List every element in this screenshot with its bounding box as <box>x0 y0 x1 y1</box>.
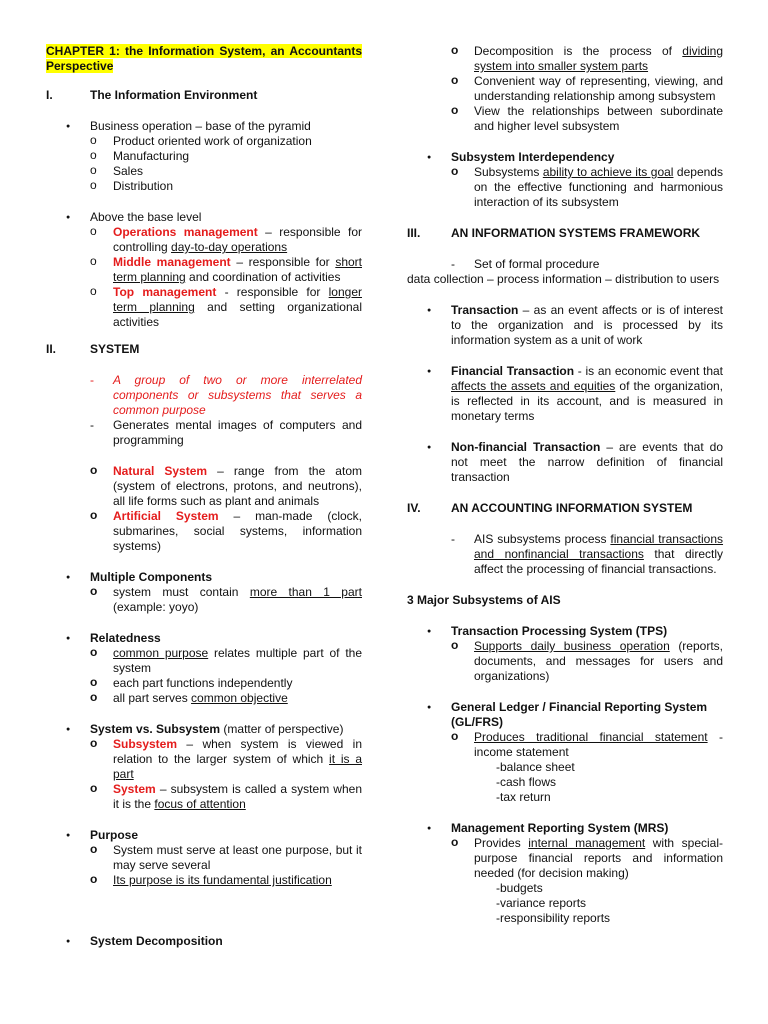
section-number: II. <box>46 342 57 356</box>
section-heading-4 <box>407 501 723 516</box>
artificial-system-item <box>46 509 362 554</box>
dash-marker: - <box>451 532 455 546</box>
decomposition-item-1 <box>407 44 723 74</box>
right-column <box>407 44 723 926</box>
list-item: o Distribution <box>46 179 362 194</box>
list-item: -responsibility reports <box>496 911 611 925</box>
section-number: IV. <box>407 501 421 515</box>
underlined-text: affects the assets and equities <box>451 379 616 393</box>
gl-frs-heading: ● General Ledger / Financial Reporting System (GL/FRS) <box>407 700 723 730</box>
ais-description <box>407 532 723 577</box>
item-text: – range from the atom (system of electrons, protons, and neutrons), all life forms such as plant and animals <box>113 464 362 508</box>
dash-marker: - <box>90 418 94 432</box>
item-text: – when system is viewed in relation to the larger system of which <box>113 737 362 766</box>
underlined-text: common objective <box>191 691 288 705</box>
item-text: – subsystem is called a system when it is the <box>113 782 362 811</box>
section-title: AN ACCOUNTING INFORMATION SYSTEM <box>451 501 693 515</box>
underlined-text: short term planning <box>113 255 362 284</box>
underlined-text: dividing system into smaller system parts <box>474 44 723 73</box>
relatedness-item-3 <box>46 691 362 706</box>
multiple-components-heading: ● Multiple Components <box>46 570 362 585</box>
underlined-text: ability to achieve its goal <box>542 165 674 179</box>
operations-management-label: Operations management <box>113 225 258 239</box>
underlined-text: internal management <box>528 836 646 850</box>
financial-transaction-label: Financial Transaction <box>451 364 575 378</box>
system-definition <box>46 373 362 418</box>
system-label: System <box>113 782 156 796</box>
item-text: - responsible for <box>216 285 329 299</box>
underlined-text: focus of attention <box>154 797 246 811</box>
item-text: – responsible for controlling <box>113 225 362 254</box>
section-title: AN INFORMATION SYSTEMS FRAMEWORK <box>451 226 701 240</box>
chapter-title-wrap <box>46 44 362 74</box>
relatedness-heading: ● Relatedness <box>46 631 362 646</box>
underlined-text: common purpose <box>113 646 209 660</box>
underlined-text: Its purpose is its fundamental justification <box>113 873 332 887</box>
framework-flow-text: data collection – process information – distribution to users <box>407 272 720 286</box>
multiple-components-item <box>46 585 362 615</box>
list-item: -balance sheet <box>496 760 575 774</box>
left-column <box>46 44 362 949</box>
item-text: Generates mental images of computers and programming <box>113 418 362 447</box>
section-heading-2 <box>46 342 362 357</box>
item-text: – as an event affects or is of interest to the organization and is processed by its information system as a unit of work <box>451 303 723 347</box>
middle-management-item <box>46 255 362 285</box>
list-item: -tax return <box>496 790 551 804</box>
purpose-heading: ● Purpose <box>46 828 362 843</box>
item-text: system must contain <box>113 585 250 599</box>
bullet-business-operation: ● Business operation – base of the pyramid <box>46 119 362 134</box>
major-subsystems-heading: 3 Major Subsystems of AIS <box>407 593 561 607</box>
natural-system-item <box>46 464 362 509</box>
underlined-text: Supports daily business operation <box>474 639 670 653</box>
item-text: relates multiple part of the system <box>113 646 363 675</box>
item-text: – responsible for <box>230 255 336 269</box>
system-definition-text: A group of two or more interrelated components or subsystems that serves a common purpose <box>113 373 362 417</box>
operations-management-item <box>46 225 362 255</box>
transaction-label: Transaction <box>451 303 519 317</box>
heading-text: System vs. Subsystem <box>90 722 221 736</box>
dash-marker: - <box>90 373 94 387</box>
bullet-above-base: ● Above the base level <box>46 210 362 225</box>
purpose-item-1: o System must serve at least one purpose, but it may serve several <box>46 843 362 873</box>
item-text: that directly affect the processing of financial transactions. <box>474 547 723 576</box>
underlined-text: longer term planning <box>113 285 362 314</box>
list-item: o Product oriented work of organization <box>46 134 362 149</box>
list-item: o Sales <box>46 164 362 179</box>
decomposition-item-3: o View the relationships between subordinate and higher level subsystem <box>407 104 723 134</box>
artificial-system-label: Artificial System <box>113 509 219 523</box>
heading-note: (matter of perspective) <box>220 722 344 736</box>
dash-marker: - <box>451 257 455 271</box>
list-item: o Manufacturing <box>46 149 362 164</box>
item-text: – are events that do not meet the narrow definition of financial transaction <box>451 440 723 484</box>
section-heading-3 <box>407 226 723 241</box>
chapter-title: CHAPTER 1: the Information System, an Accountants Perspective <box>46 44 362 73</box>
system-item <box>46 782 362 812</box>
subsystem-interdependency-heading: ● Subsystem Interdependency <box>407 150 723 165</box>
top-management-item <box>46 285 362 330</box>
system-decomposition-heading: ● System Decomposition <box>46 934 362 949</box>
underlined-text: it is a part <box>113 752 362 781</box>
item-text: (example: yoyo) <box>113 600 199 614</box>
mrs-item <box>407 836 723 881</box>
system-mental-images <box>46 418 362 448</box>
underlined-text: financial transactions and nonfinancial transactions <box>474 532 724 561</box>
middle-management-label: Middle management <box>113 255 231 269</box>
item-text: AIS subsystems process <box>474 532 611 546</box>
item-text: depends on the effective functioning and harmonious interaction of its subsystem <box>474 165 723 209</box>
subsystem-item <box>46 737 362 782</box>
decomposition-item-2: o Convenient way of representing, viewing, and understanding relationship among subsystem <box>407 74 723 104</box>
underlined-text: more than 1 part <box>249 585 362 599</box>
section-number: I. <box>46 88 53 102</box>
section-title: The Information Environment <box>90 88 258 102</box>
purpose-item-2 <box>46 873 362 888</box>
system-vs-subsystem-heading <box>46 722 362 737</box>
non-financial-transaction-item <box>407 440 723 485</box>
underlined-text: Produces traditional financial statement <box>474 730 708 744</box>
item-text: and coordination of activities <box>185 270 341 284</box>
subsystem-interdependency-item <box>407 165 723 210</box>
list-item: -budgets <box>496 881 543 895</box>
gl-frs-item <box>407 730 723 760</box>
item-text: Decomposition is the process of <box>474 44 683 58</box>
item-text: - is an economic event that <box>574 364 724 378</box>
section-number: III. <box>407 226 421 240</box>
mrs-heading: ● Management Reporting System (MRS) <box>407 821 723 836</box>
item-text: Provides <box>474 836 529 850</box>
relatedness-item-1 <box>46 646 362 676</box>
item-text: of the organization, is reflected in its account, and is measured in monetary terms <box>451 379 724 423</box>
subsystem-label: Subsystem <box>113 737 178 751</box>
framework-set-item <box>407 257 723 272</box>
item-text: Set of formal procedure <box>474 257 600 271</box>
relatedness-item-2: o each part functions independently <box>46 676 362 691</box>
natural-system-label: Natural System <box>113 464 208 478</box>
non-financial-transaction-label: Non-financial Transaction <box>451 440 601 454</box>
item-text: - income statement <box>474 730 723 759</box>
item-text: (reports, documents, and messages for users and organizations) <box>474 639 723 683</box>
section-title: SYSTEM <box>90 342 140 356</box>
top-management-label: Top management <box>113 285 217 299</box>
list-item: -cash flows <box>496 775 557 789</box>
section-heading-1 <box>46 88 362 103</box>
tps-item <box>407 639 723 684</box>
financial-transaction-item <box>407 364 723 424</box>
tps-heading: ● Transaction Processing System (TPS) <box>407 624 723 639</box>
item-text: all part serves <box>113 691 192 705</box>
item-text: – man-made (clock, submarines, social systems, information systems) <box>113 509 362 553</box>
list-item: -variance reports <box>496 896 587 910</box>
transaction-item <box>407 303 723 348</box>
item-text: Subsystems <box>474 165 543 179</box>
item-text: and setting organizational activities <box>113 300 362 329</box>
underlined-text: day-to-day operations <box>171 240 288 254</box>
item-text: with special-purpose financial reports and information needed (for decision making) <box>474 836 723 880</box>
